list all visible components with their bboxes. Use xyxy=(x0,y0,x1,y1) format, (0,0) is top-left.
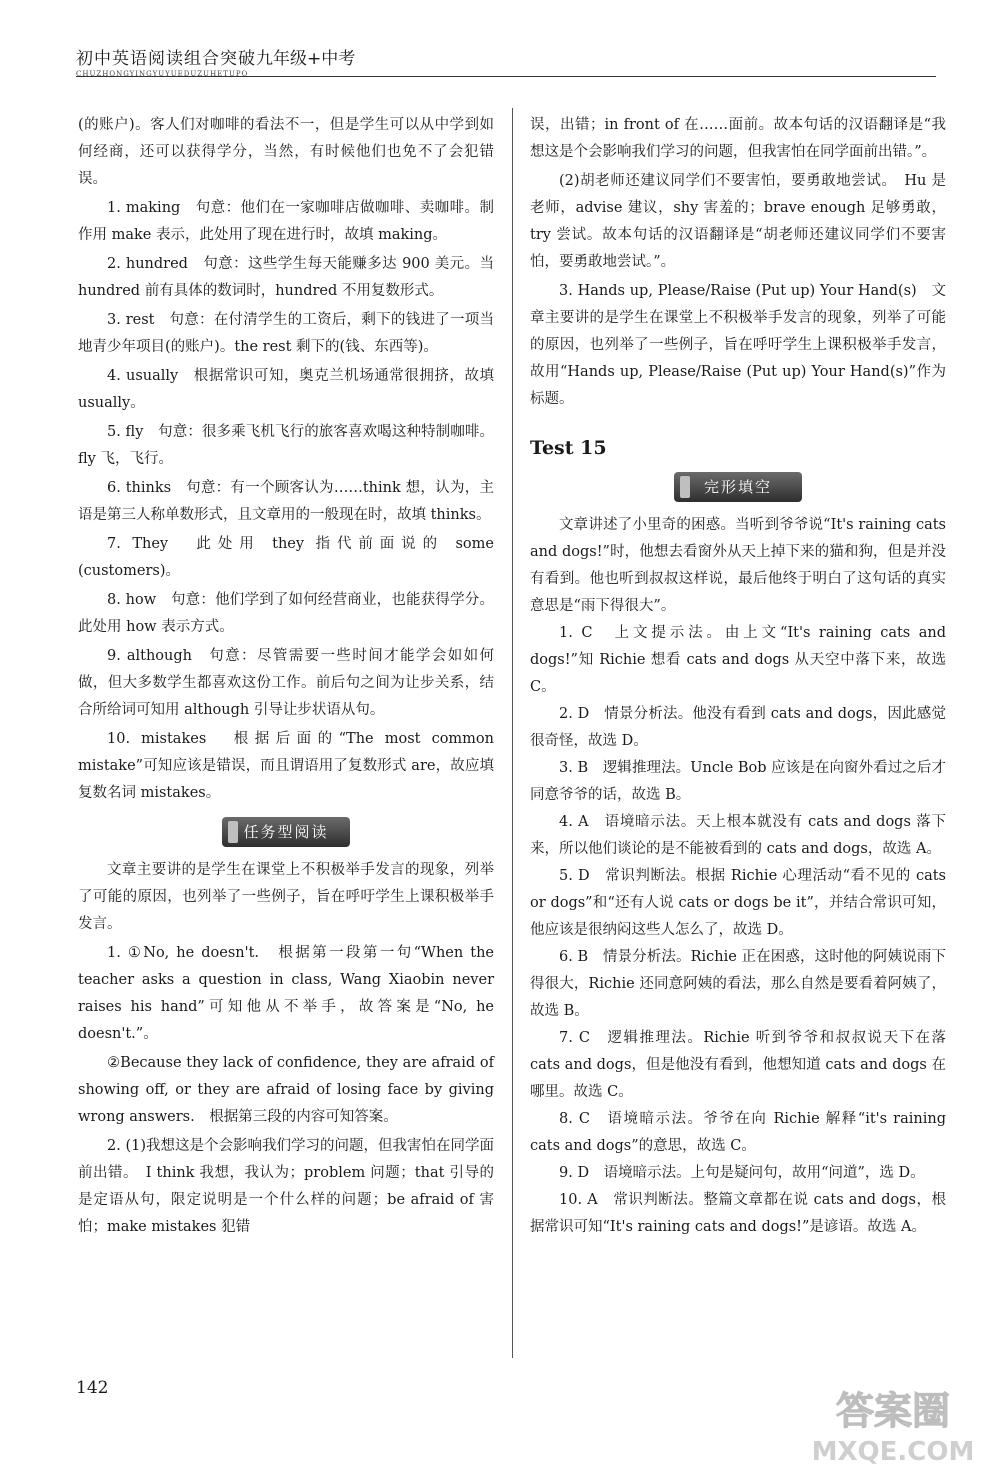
section-label: 完形填空 xyxy=(703,478,772,496)
answer-item: 1. ①No, he doesn't. 根据第一段第一句“When the teacher asks a question in class, Wang Xiaobin never raises his hand”可知他从不举手，故答案是“No, he doesn't.”。 xyxy=(78,945,494,1042)
paragraph: (的账户)。客人们对咖啡的看法不一，但是学生可以从中学到如何经商，还可以获得学分，当然，有时候他们也免不了会犯错误。 xyxy=(78,117,494,187)
answer-item: 8. how 句意：他们学到了如何经营商业，也能获得学分。此处用 how 表示方式。 xyxy=(78,592,494,635)
page-number: 142 xyxy=(76,1378,109,1398)
answer-item: (2)胡老师还建议同学们不要害怕，要勇敢地尝试。 Hu 是老师，advise 建议，shy 害羞的；brave enough 足够勇敢，try 尝试。故本句话的汉语翻译是“胡老师还建议同学们不要害怕，要勇敢地尝试。”。 xyxy=(530,173,946,270)
answer-item: 7. C 逻辑推理法。Richie 听到爷爷和叔叔说天下在落 cats and dogs，但是他没有看到，他想知道 cats and dogs 在哪里。故选 C。 xyxy=(530,1030,946,1100)
header-rule xyxy=(76,76,936,77)
paragraph: 误，出错；in front of 在……面前。故本句话的汉语翻译是“我想这是个会影响我们学习的问题，但我害怕在同学面前出错。”。 xyxy=(530,117,946,160)
answer-item: 7. They 此处用 they 指代前面说的 some (customers)。 xyxy=(78,536,494,579)
right-column xyxy=(530,112,946,1241)
answer-item: 1. making 句意：他们在一家咖啡店做咖啡、卖咖啡。制作用 make 表示，此处用了现在进行时，故填 making。 xyxy=(78,200,494,243)
answer-item: 3. rest 句意：在付清学生的工资后，剩下的钱进了一项当地青少年项目(的账户)。the rest 剩下的(钱、东西等)。 xyxy=(78,312,494,355)
paragraph: 文章主要讲的是学生在课堂上不积极举手发言的现象，列举了可能的原因，也列举了一些例子，旨在呼吁学生上课积极举手发言。 xyxy=(78,862,494,932)
answer-item: 10. mistakes 根据后面的“The most common mistake”可知应该是错误，而且谓语用了复数形式 are，故应填复数名词 mistakes。 xyxy=(78,731,494,801)
watermark-url: MXQE.COM xyxy=(811,1437,975,1467)
answer-item: 2. D 情景分析法。他没有看到 cats and dogs，因此感觉很奇怪，故选 D。 xyxy=(530,706,946,749)
answer-item: 2. hundred 句意：这些学生每天能赚多达 900 美元。当 hundred 前有具体的数词时，hundred 不用复数形式。 xyxy=(78,256,494,299)
watermark-text: 答案圈 xyxy=(835,1389,951,1433)
answer-item: 3. Hands up, Please/Raise (Put up) Your Hand(s) 文章主要讲的是学生在课堂上不积极举手发言的现象，列举了可能的原因，也列举了一些例子，旨在呼吁学生上课积极举手发言，故用“Hands up, Please/Raise (Put up) Your Hand(s)”作为标题。 xyxy=(530,283,946,407)
answer-item: 4. A 语境暗示法。天上根本就没有 cats and dogs 落下来，所以他们谈论的是不能被看到的 cats and dogs，故选 A。 xyxy=(530,814,946,857)
paragraph: 文章讲述了小里奇的困惑。当听到爷爷说“It's raining cats and dogs!”时，他想去看窗外从天上掉下来的猫和狗，但是并没有看到。他也听到叔叔这样说，最后他终于明白了这句话的真实意思是“雨下得很大”。 xyxy=(530,517,946,614)
answer-item: 6. B 情景分析法。Richie 正在困惑，这时他的阿姨说雨下得很大，Richie 还同意阿姨的看法，那么自然是要看着阿姨了，故选 B。 xyxy=(530,949,946,1019)
watermark-logo xyxy=(808,1380,978,1470)
answer-item: 1. C 上文提示法。由上文“It's raining cats and dogs!”知 Richie 想看 cats and dogs 从天空中落下来，故选 C。 xyxy=(530,625,946,695)
answer-item: 9. D 语境暗示法。上句是疑问句，故用“问道”，选 D。 xyxy=(559,1165,925,1181)
answer-item: ②Because they lack of confidence, they are afraid of showing off, or they are afraid of losing face by giving wrong answers. 根据第三段的内容可知答案。 xyxy=(78,1055,494,1125)
test-title: Test 15 xyxy=(530,437,607,459)
answer-item: 6. thinks 句意：有一个顾客认为……think 想，认为，主语是第三人称单数形式，且文章用的一般现在时，故填 thinks。 xyxy=(78,480,494,523)
answer-item: 9. although 句意：尽管需要一些时间才能学会如如何做，但大多数学生都喜欢这份工作。前后句之间为让步关系，结合所给词可知用 although 引导让步状语从句。 xyxy=(78,648,494,718)
badge-flag-icon xyxy=(228,821,238,843)
left-column xyxy=(78,112,494,1241)
book-title: 初中英语阅读组合突破 xyxy=(76,49,256,69)
section-badge-task-reading xyxy=(222,817,350,847)
book-title-pinyin: CHUZHONGYINGYUYUEDUZUHETUPO xyxy=(76,70,249,78)
answer-item: 4. usually 根据常识可知，奥克兰机场通常很拥挤，故填 usually。 xyxy=(78,368,494,411)
answer-item: 5. D 常识判断法。根据 Richie 心理活动“看不见的 cats or dogs”和“还有人说 cats or dogs be it”，并结合常识可知，他应该是很纳闷这些人怎么了，故选 D。 xyxy=(530,868,946,938)
answer-item: 5. fly 句意：很多乘飞机飞行的旅客喜欢喝这种特制咖啡。fly 飞，飞行。 xyxy=(78,424,494,467)
answer-item: 8. C 语境暗示法。爷爷在向 Richie 解释“it's raining cats and dogs”的意思，故选 C。 xyxy=(530,1111,946,1154)
section-label: 任务型阅读 xyxy=(243,823,329,841)
answer-item: 2. (1)我想这是个会影响我们学习的问题，但我害怕在同学面前出错。 I think 我想，我认为；problem 问题；that 引导的是定语从句，限定说明是一个什么样的问题；be afraid of 害怕；make mistakes 犯错 xyxy=(78,1138,494,1235)
column-divider xyxy=(512,108,513,1358)
book-grade: 九年级+中考 xyxy=(256,49,356,69)
section-badge-cloze xyxy=(674,472,802,502)
badge-flag-icon xyxy=(680,476,690,498)
page-header xyxy=(76,44,936,78)
answer-item: 3. B 逻辑推理法。Uncle Bob 应该是在向窗外看过之后才同意爷爷的话，故选 B。 xyxy=(530,760,946,803)
answer-item: 10. A 常识判断法。整篇文章都在说 cats and dogs，根据常识可知“It's raining cats and dogs!”是谚语。故选 A。 xyxy=(530,1192,946,1235)
